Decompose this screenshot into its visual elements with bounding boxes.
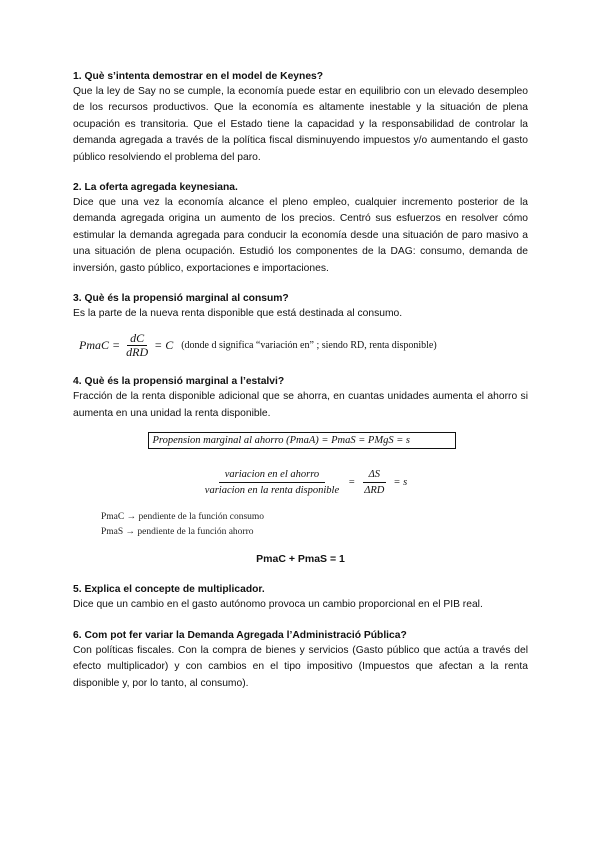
section-title: 2. La oferta agregada keynesiana. [73,182,238,194]
slope-note-pmas: PmaS → pendiente de la función ahorro [101,526,254,537]
slope-note-pmac: PmaC → pendiente de la función consumo [101,512,265,523]
section-title: 4. Què és la propensió marginal a l’estalvi? [73,376,285,388]
formula-rhs: = C [154,337,174,352]
pmas-definition: Propension marginal al ahorro (PmaA) = PmaS = PMgS = s [148,432,456,449]
formula-fraction [123,332,151,359]
section-1 [73,70,528,166]
formula-numerator: dC [127,332,147,346]
section-2 [73,181,528,277]
pmas-symbol-numerator: ΔS [363,467,386,483]
section-title: 1. Què s’intenta demostrar en el model de Keynes? [73,71,324,82]
section-3 [73,292,528,360]
formula-denominator: dRD [126,344,149,359]
section-6 [73,629,528,692]
section-body: Con políticas fiscales. Con la compra de bienes y servicios (Gasto público que actúa a través del efecto multiplicador) y con cambios en el tipo impositivo (Impuestos que afectan a la renta disponible y, por lo tanto, al consumo). [73,644,528,689]
slope-notes [101,510,528,539]
section-4 [73,375,528,565]
pmas-formula-box [148,432,456,498]
pmac-formula [79,330,528,360]
section-title: 5. Explica el concepte de multiplicador. [73,584,265,596]
pmas-word-denominator: variacion en la renta disponible [204,485,340,497]
section-title: 3. Què és la propensió marginal al consum? [73,293,289,305]
section-title: 6. Com pot fer variar la Demanda Agregada l’Administració Pública? [73,629,407,641]
section-body: Fracción de la renta disponible adicional que se ahorra, en cuantas unidades aumenta el ahorro si aumenta en una unidad la renta disponible. [73,391,528,419]
section-body: Es la parte de la nueva renta disponible que está destinada al consumo. [73,308,403,320]
pmas-symbol-fraction [358,467,390,498]
section-body: Dice que un cambio en el gasto autónomo provoca un cambio proporcional en el PIB real. [73,599,483,611]
pmas-fraction-row [148,467,456,498]
section-body: Que la ley de Say no se cumple, la economía puede estar en equilibrio con un elevado desempleo de los recursos productivos. Que la economía es altamente inestable y la situación de plena ocupación es transitoria. Que el Estado tiene la capacidad y la responsabilidad de controlar la demanda agregada a través de la política fiscal disminuyendo impuestos y/o aumentando el gasto público resolviendo el problema del paro. [73,86,528,163]
pmas-result-s: = s [393,477,408,489]
pmas-word-fraction [199,467,345,498]
pmas-word-numerator: variacion en el ahorro [219,467,325,483]
section-5 [73,583,528,613]
document-content [73,70,528,707]
formula-note: (donde d significa “variación en” ; siendo RD, renta disponible) [181,339,437,351]
propensity-sum: PmaC + PmaS = 1 [256,553,345,566]
pmas-equals: = [348,477,356,489]
pmas-symbol-denominator: ΔRD [364,485,385,497]
section-body: Dice que una vez la economía alcance el pleno empleo, cualquier incremento posterior de la demanda agregada origina un aumento de los precios. Centró sus esfuerzos en resolver cómo estimular la demanda agregada para conducir la economía desde una situación de paro masivo a una situación de plena ocupación. Estudió los componentes de la DAG: consumo, demanda de inversión, gasto público, exportaciones e importaciones. [73,197,528,274]
formula-lhs: PmaC = [79,337,121,352]
